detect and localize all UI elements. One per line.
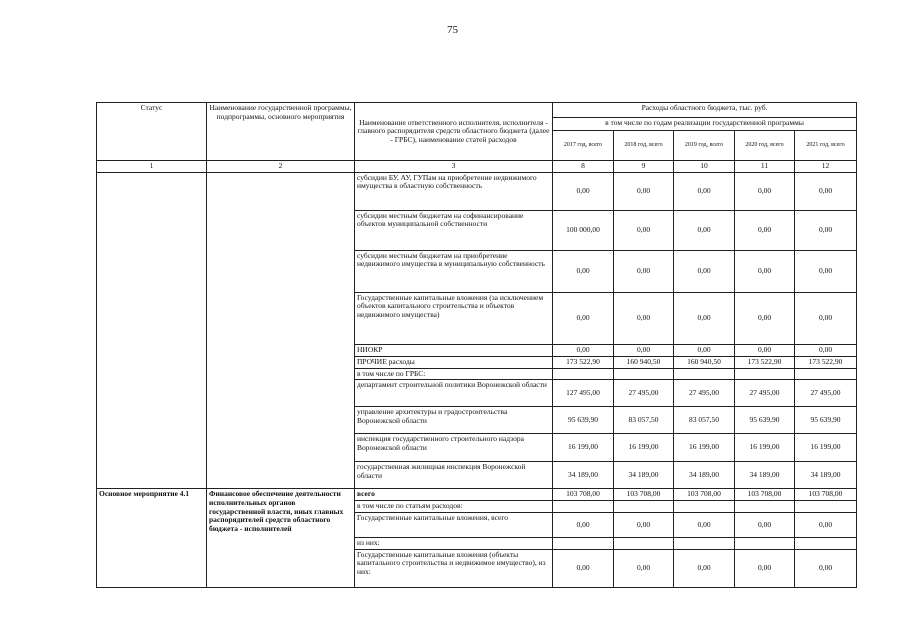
row-value [614,368,674,380]
header-by-years: в том числе по годам реализации государственной программы [553,118,857,131]
header-expenses: Расходы областного бюджета, тыс. руб. [553,103,857,118]
row-value: 0,00 [553,549,614,587]
row-value: 0,00 [614,344,674,356]
row-value: 16 199,00 [674,434,735,462]
row-label: субсидии местным бюджетам на приобретение недвижимого имущества в муниципальную собственность [355,250,553,292]
row-value: 103 708,00 [614,489,674,501]
column-number: 2 [207,161,355,173]
row-value: 0,00 [674,292,735,344]
row-value: 95 639,90 [735,407,795,434]
row-value: 100 000,00 [553,210,614,250]
row-value [735,368,795,380]
column-number: 8 [553,161,614,173]
row-value: 0,00 [735,250,795,292]
row-value: 0,00 [674,210,735,250]
row-value [735,537,795,549]
row-value: 0,00 [553,512,614,537]
row-label: субсидии БУ, АУ, ГУПам на приобретение недвижимого имущества в областную собственность [355,172,553,210]
row-label: НИОКР [355,344,553,356]
row-value: 0,00 [795,292,857,344]
row-value: 0,00 [614,210,674,250]
row-value: 0,00 [674,250,735,292]
row-value: 103 708,00 [795,489,857,501]
row-value: 127 495,00 [553,380,614,407]
row-value: 0,00 [614,549,674,587]
row-label: ПРОЧИЕ расходы [355,356,553,368]
row-label: Государственные капитальные вложения (за исключением объектов капитального строительства и объектов недвижимого имущества) [355,292,553,344]
row-label: в том числе по ГРБС: [355,368,553,380]
row-value [553,501,614,513]
row-value: 0,00 [735,549,795,587]
row-value: 0,00 [735,210,795,250]
row-value: 34 189,00 [614,462,674,489]
row-value: 173 522,90 [735,356,795,368]
row-value: 16 199,00 [553,434,614,462]
column-number: 12 [795,161,857,173]
row-value: 16 199,00 [614,434,674,462]
row-label: в том числе по статьям расходов: [355,501,553,513]
row-value: 160 940,50 [674,356,735,368]
row-value: 27 495,00 [614,380,674,407]
row-value: 103 708,00 [674,489,735,501]
row-value: 173 522,90 [795,356,857,368]
row-value: 0,00 [795,512,857,537]
row-label: из них: [355,537,553,549]
row-value: 173 522,90 [553,356,614,368]
row-value [614,537,674,549]
page-number: 75 [447,24,458,36]
row-value: 0,00 [553,344,614,356]
row-value: 0,00 [674,512,735,537]
row-value [735,501,795,513]
program-cell-empty [207,172,355,489]
row-value: 27 495,00 [674,380,735,407]
row-label: департамент строительной политики Воронежской области [355,380,553,407]
table-row [97,172,857,210]
row-value: 0,00 [674,344,735,356]
row-value: 27 495,00 [735,380,795,407]
row-value: 16 199,00 [795,434,857,462]
row-value [795,501,857,513]
row-value [553,368,614,380]
row-label: Государственные капитальные вложения, всего [355,512,553,537]
row-value: 0,00 [614,512,674,537]
row-value: 0,00 [614,250,674,292]
header-year: 2019 год, всего [674,131,735,161]
budget-table [96,102,857,588]
row-value: 0,00 [735,344,795,356]
row-value [674,368,735,380]
row-value [674,537,735,549]
header-status: Статус [97,103,207,161]
column-number: 9 [614,161,674,173]
column-number: 3 [355,161,553,173]
program-name-cell: Финансовое обеспечение деятельности исполнительных органов государственной власти, иных главных распорядителей средств областного бюджета - исполнителей [207,489,355,587]
row-value: 34 189,00 [735,462,795,489]
row-value: 0,00 [795,172,857,210]
row-value: 0,00 [795,344,857,356]
column-number-row [97,161,857,173]
row-label: государственная жилищная инспекция Воронежской области [355,462,553,489]
row-value: 95 639,90 [553,407,614,434]
row-value: 0,00 [795,210,857,250]
header-program-name: Наименование государственной программы, подпрограммы, основного мероприятия [207,103,355,161]
row-value [795,537,857,549]
status-cell: Основное мероприятие 4.1 [97,489,207,587]
row-value: 0,00 [795,549,857,587]
row-value: 0,00 [795,250,857,292]
row-value [614,501,674,513]
row-label: управление архитектуры и градостроительства Воронежской области [355,407,553,434]
row-value: 0,00 [735,512,795,537]
header-executor: Наименование ответственного исполнителя, исполнителя - главного распорядителя средств областного бюджета (далее - ГРБС), наименование статей расходов [355,103,553,161]
row-value: 0,00 [614,292,674,344]
header-year: 2020 год, всего [735,131,795,161]
status-cell-empty [97,172,207,489]
row-label: инспекция государственного строительного надзора Воронежской области [355,434,553,462]
row-value: 0,00 [674,172,735,210]
row-value: 103 708,00 [553,489,614,501]
row-value: 95 639,90 [795,407,857,434]
row-value: 27 495,00 [795,380,857,407]
column-number: 1 [97,161,207,173]
column-number: 11 [735,161,795,173]
row-value: 83 057,50 [614,407,674,434]
header-year: 2018 год, всего [614,131,674,161]
row-value: 0,00 [674,549,735,587]
row-value: 160 940,50 [614,356,674,368]
row-value [674,501,735,513]
row-value: 16 199,00 [735,434,795,462]
row-value: 34 189,00 [795,462,857,489]
table-row [97,489,857,501]
row-value: 0,00 [553,250,614,292]
header-year: 2017 год, всего [553,131,614,161]
row-label: всего [355,489,553,501]
row-value: 0,00 [553,292,614,344]
column-number: 10 [674,161,735,173]
row-label: Государственные капитальные вложения (объекты капитального строительства и недвижимое имущество), из них: [355,549,553,587]
row-value: 0,00 [553,172,614,210]
row-value: 103 708,00 [735,489,795,501]
row-value: 34 189,00 [674,462,735,489]
row-value: 83 057,50 [674,407,735,434]
row-label: субсидии местным бюджетам на софинансирование объектов муниципальной собственности [355,210,553,250]
row-value: 0,00 [614,172,674,210]
row-value: 34 189,00 [553,462,614,489]
row-value: 0,00 [735,292,795,344]
header-year: 2021 год, всего [795,131,857,161]
row-value [553,537,614,549]
row-value [795,368,857,380]
row-value: 0,00 [735,172,795,210]
